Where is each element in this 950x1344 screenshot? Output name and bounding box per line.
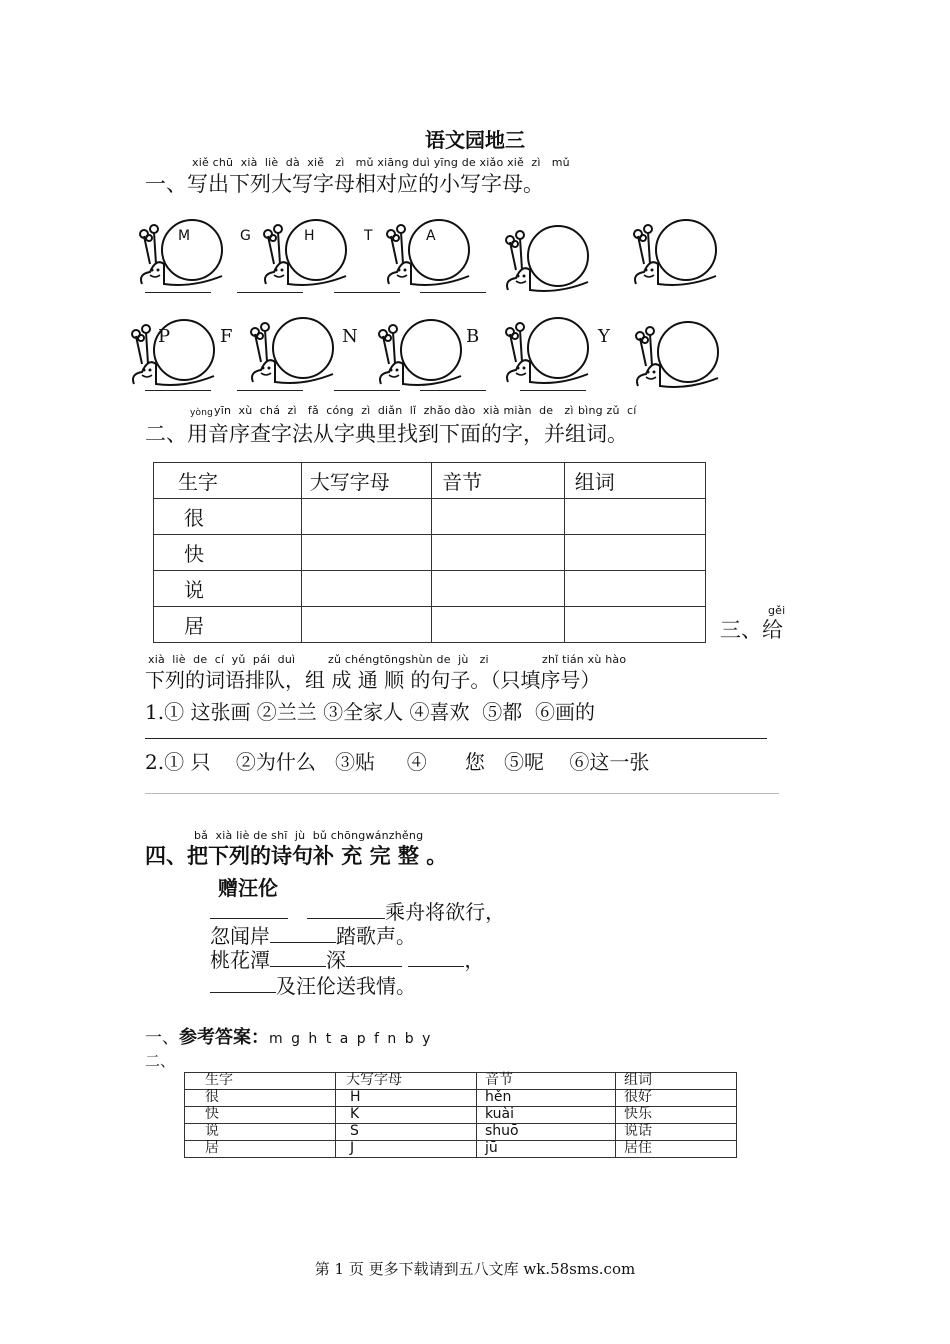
table-row	[185, 1124, 737, 1141]
snail-icon	[630, 214, 722, 294]
answer-header: 生字	[185, 1073, 336, 1090]
answer-blank[interactable]	[237, 292, 303, 293]
table-header: 音节	[432, 463, 565, 499]
section4-pinyin: bǎ xià liè de shī jù bǔ chōngwánzhěng	[194, 829, 424, 842]
section1-heading: 一、写出下列大写字母相对应的小写字母。	[145, 172, 544, 196]
answer-cell: hěn	[477, 1090, 616, 1107]
poem-line-4	[210, 970, 416, 999]
table-header: 大写字母	[301, 463, 431, 499]
table-header: 生字	[154, 463, 302, 499]
table-row	[185, 1107, 737, 1124]
answer-cell: 居住	[616, 1141, 737, 1158]
table-cell-blank[interactable]	[301, 535, 431, 571]
table-cell-blank[interactable]	[564, 535, 705, 571]
section3-pinyin-gei: gěi	[768, 604, 786, 617]
answer-cell: 快	[185, 1107, 336, 1124]
section3-heading: 下列的词语排队，组 成 通 顺 的句子。（只填序号）	[145, 668, 601, 692]
question-1: 1.① 这张画 ②兰兰 ③全家人 ④喜欢 ⑤都 ⑥画的	[145, 700, 595, 724]
section2-pinyin-yong: yòng	[190, 408, 214, 418]
table-cell-char: 很	[154, 499, 302, 535]
answer-blank[interactable]	[420, 390, 486, 391]
snail-letter: B	[466, 326, 480, 347]
poem-blank[interactable]	[210, 974, 276, 993]
snail-icon	[502, 312, 594, 392]
poem-text: ，	[464, 948, 485, 972]
snail-icon	[632, 316, 724, 396]
section2-pinyin-tail: bìng zǔ cí	[578, 404, 637, 417]
answer-header: 大写字母	[336, 1073, 477, 1090]
table-cell-blank[interactable]	[564, 607, 705, 643]
poem-title: 赠汪伦	[218, 876, 278, 900]
answer-blank[interactable]	[334, 390, 400, 391]
lookup-table	[153, 462, 706, 643]
snail-icon	[136, 214, 228, 294]
answer-cell: J	[336, 1141, 477, 1158]
answer-cell: 说话	[616, 1124, 737, 1141]
answer-blank[interactable]	[237, 390, 303, 391]
snail-letter: F	[220, 326, 233, 347]
answer-line-1[interactable]	[145, 738, 767, 739]
page-title: 语文园地三	[425, 128, 525, 152]
answer-cell: H	[336, 1090, 477, 1107]
poem-text: 桃花潭	[210, 948, 270, 972]
section3-pinyin-mid: zǔ chéngtōngshùn de jù zi	[328, 653, 489, 666]
snail-letter: N	[342, 326, 358, 347]
snail-icon	[128, 314, 220, 394]
poem-blank[interactable]	[307, 900, 385, 919]
answer-cell: S	[336, 1124, 477, 1141]
snail-letter: T	[364, 228, 373, 244]
answer-cell: 很好	[616, 1090, 737, 1107]
section1-pinyin: xiě chū xià liè dà xiě zì mǔ xiāng duì yīng de xiǎo xiě zì mǔ	[192, 156, 570, 169]
snail-letter: M	[178, 228, 191, 244]
poem-blank[interactable]	[270, 924, 336, 943]
answer-cell: jū	[477, 1141, 616, 1158]
poem-blank[interactable]	[210, 900, 288, 919]
answer-table	[184, 1072, 737, 1158]
table-cell-char: 快	[154, 535, 302, 571]
answer-letters: m g h t a p f n b y	[269, 1031, 433, 1047]
answer-blank[interactable]	[145, 292, 211, 293]
poem-blank[interactable]	[346, 948, 402, 967]
answer-blank[interactable]	[145, 390, 211, 391]
poem-text: 乘舟将欲行，	[385, 900, 506, 924]
snail-icon	[383, 214, 475, 294]
snail-letter: P	[158, 326, 171, 347]
snail-icon	[502, 220, 594, 300]
poem-text: 及汪伦送我情。	[276, 974, 416, 998]
table-header: 组词	[564, 463, 705, 499]
table-cell-blank[interactable]	[432, 499, 565, 535]
table-cell-char: 居	[154, 607, 302, 643]
table-cell-blank[interactable]	[301, 571, 431, 607]
answer-blank[interactable]	[334, 292, 400, 293]
poem-line-3	[210, 944, 484, 973]
answer-section2-label: 二、	[145, 1052, 176, 1070]
poem-blank[interactable]	[270, 948, 326, 967]
table-cell-blank[interactable]	[432, 607, 565, 643]
answer-cell: 很	[185, 1090, 336, 1107]
poem-text: 踏歌声。	[336, 924, 416, 948]
answer-line-2[interactable]	[145, 793, 779, 794]
table-cell-blank[interactable]	[432, 535, 565, 571]
poem-blank[interactable]	[408, 948, 464, 967]
snail-icon	[375, 314, 467, 394]
table-cell-blank[interactable]	[301, 607, 431, 643]
answer-cell: K	[336, 1107, 477, 1124]
table-row	[185, 1141, 737, 1158]
answer-key-line	[145, 1023, 432, 1049]
answer-label: 参考答案：	[179, 1027, 269, 1048]
poem-text: 深	[326, 948, 346, 972]
answer-cell: 居	[185, 1141, 336, 1158]
table-cell-char: 说	[154, 571, 302, 607]
section2-heading: 二、用音序查字法从字典里找到下面的字，并组词。	[145, 422, 628, 446]
section3-pinyin-end: zhǐ tián xù hào	[542, 653, 627, 666]
table-cell-blank[interactable]	[564, 499, 705, 535]
table-cell-blank[interactable]	[301, 499, 431, 535]
answer-blank[interactable]	[420, 292, 486, 293]
answer-blank[interactable]	[520, 390, 586, 391]
poem-text: 忽闻岸	[210, 924, 270, 948]
snail-icon	[260, 214, 352, 294]
answer-cell: shuō	[477, 1124, 616, 1141]
section3-heading-start: 三、给	[720, 618, 783, 642]
table-cell-blank[interactable]	[564, 571, 705, 607]
page-footer: 第 1 页 更多下载请到五八文库 wk.58sms.com	[314, 1260, 636, 1278]
snail-letter: H	[304, 228, 315, 244]
answer-cell: 快乐	[616, 1107, 737, 1124]
answer-prefix: 一、	[145, 1028, 179, 1048]
section2-pinyin: yīn xù chá zì fǎ cóng zì diǎn lǐ zhǎo dào xià miàn de zì	[214, 404, 574, 417]
answer-cell: kuài	[477, 1107, 616, 1124]
snail-letter: A	[426, 228, 436, 244]
table-row	[185, 1090, 737, 1107]
snail-letter: Y	[598, 326, 610, 347]
answer-cell: 说	[185, 1124, 336, 1141]
table-cell-blank[interactable]	[432, 571, 565, 607]
snail-letter: G	[240, 228, 251, 244]
answer-header: 组词	[616, 1073, 737, 1090]
question-2: 2.① 只 ②为什么 ③贴 ④ 您 ⑤呢 ⑥这一张	[145, 750, 650, 774]
answer-header: 音节	[477, 1073, 616, 1090]
section4-heading: 四、把下列的诗句补 充 完 整 。	[145, 843, 448, 868]
snail-icon	[247, 312, 339, 392]
section3-pinyin: xià liè de cí yǔ pái duì	[148, 653, 296, 666]
